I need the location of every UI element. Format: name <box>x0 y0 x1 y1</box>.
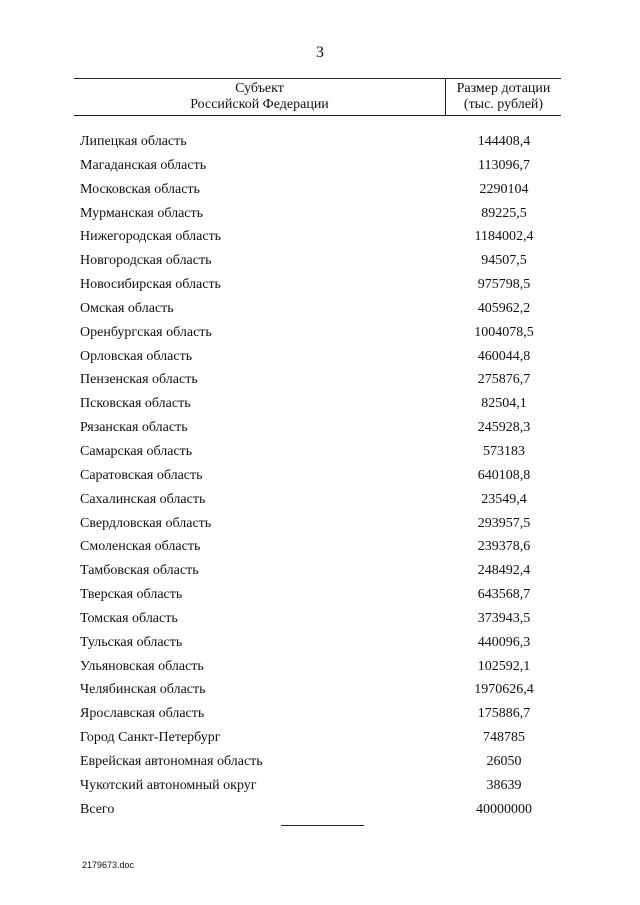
table-row <box>0 726 640 750</box>
table-row <box>0 631 640 655</box>
region-name: Сахалинская область <box>80 491 206 507</box>
region-name: Оренбургская область <box>80 324 212 340</box>
amount-header-line1: Размер дотации <box>456 81 551 96</box>
subsidy-amount: 643568,7 <box>477 587 531 603</box>
region-name: Ульяновская область <box>80 658 204 674</box>
table-row <box>0 702 640 726</box>
subsidy-amount: 245928,3 <box>477 420 531 436</box>
region-name: Томская область <box>80 610 178 626</box>
table-row <box>0 130 640 154</box>
subsidy-amount: 275876,7 <box>477 372 531 388</box>
region-name: Рязанская область <box>80 420 188 436</box>
amount-column-header <box>446 81 561 113</box>
closing-rule <box>281 825 364 826</box>
subsidy-amount: 26050 <box>486 753 522 769</box>
table-row <box>0 297 640 321</box>
table-row <box>0 607 640 631</box>
subsidy-amount: 40000000 <box>476 801 532 817</box>
subject-header-line2: Российской Федерации <box>190 97 329 112</box>
region-name: Всего <box>80 801 115 817</box>
subsidy-amount: 405962,2 <box>477 300 531 316</box>
table-row <box>0 368 640 392</box>
region-name: Новосибирская область <box>80 277 221 293</box>
subsidy-amount: 89225,5 <box>481 205 527 221</box>
subsidy-amount: 23549,4 <box>481 491 527 507</box>
subsidy-amount: 1970626,4 <box>474 682 534 698</box>
subsidy-amount: 102592,1 <box>477 658 531 674</box>
subject-column-header <box>74 81 445 113</box>
region-name: Свердловская область <box>80 515 212 531</box>
amount-header-line2: (тыс. рублей) <box>463 97 544 112</box>
table-row <box>0 249 640 273</box>
subsidy-amount: 1004078,5 <box>474 324 534 340</box>
subsidy-amount: 293957,5 <box>477 515 531 531</box>
table-row <box>0 321 640 345</box>
subsidy-amount: 640108,8 <box>477 467 531 483</box>
region-name: Город Санкт-Петербург <box>80 730 221 746</box>
subsidy-amount: 82504,1 <box>481 396 527 412</box>
subsidy-amount: 239378,6 <box>477 539 531 555</box>
region-name: Тамбовская область <box>80 563 199 579</box>
region-name: Псковская область <box>80 396 191 412</box>
subsidy-amount: 748785 <box>483 730 525 746</box>
table-row <box>0 154 640 178</box>
region-name: Тверская область <box>80 587 183 603</box>
table-row <box>0 750 640 774</box>
region-name: Мурманская область <box>80 205 204 221</box>
table-row <box>0 345 640 369</box>
subsidy-amount: 144408,4 <box>477 134 531 149</box>
table-row <box>0 392 640 416</box>
table-row <box>0 225 640 249</box>
footer-filename: 2179673.doc <box>82 860 135 870</box>
region-name: Ярославская область <box>80 706 205 722</box>
table-row <box>0 464 640 488</box>
table-row <box>0 774 640 798</box>
table-row <box>0 655 640 679</box>
table-row <box>0 678 640 702</box>
table-row <box>0 488 640 512</box>
region-name: Тульская область <box>80 634 183 650</box>
table-row <box>0 559 640 583</box>
subject-header-line1: Субъект <box>235 81 284 96</box>
table-row <box>0 440 640 464</box>
region-name: Московская область <box>80 181 200 197</box>
subsidy-amount: 373943,5 <box>477 610 531 626</box>
table-row <box>0 798 640 822</box>
subsidy-amount: 460044,8 <box>477 348 531 364</box>
table-row <box>0 512 640 536</box>
table-row <box>0 202 640 226</box>
region-name: Самарская область <box>80 443 193 459</box>
region-name: Саратовская область <box>80 467 203 483</box>
subsidy-amount: 1184002,4 <box>474 229 534 245</box>
subsidy-amount: 573183 <box>483 443 525 459</box>
region-name: Орловская область <box>80 348 193 364</box>
table-row <box>0 273 640 297</box>
page-number: 3 <box>316 44 324 61</box>
table-row <box>0 416 640 440</box>
region-name: Магаданская область <box>80 157 207 173</box>
region-name: Смоленская область <box>80 539 201 555</box>
table-header <box>74 78 561 116</box>
table-row <box>0 535 640 559</box>
subsidy-amount: 175886,7 <box>477 706 531 722</box>
subsidy-amount: 2290104 <box>479 181 529 197</box>
region-name: Челябинская область <box>80 682 206 698</box>
subsidy-amount: 248492,4 <box>477 563 531 579</box>
region-name: Нижегородская область <box>80 229 222 245</box>
region-name: Липецкая область <box>80 134 187 149</box>
subsidy-amount: 440096,3 <box>477 634 531 650</box>
subsidy-amount: 94507,5 <box>481 253 527 269</box>
subsidy-amount: 38639 <box>486 777 522 793</box>
table-row <box>0 178 640 202</box>
region-name: Чукотский автономный округ <box>80 777 257 793</box>
region-name: Новгородская область <box>80 253 212 269</box>
subsidy-amount: 113096,7 <box>478 157 530 173</box>
region-name: Пензенская область <box>80 372 198 388</box>
table-row <box>0 583 640 607</box>
table-body <box>0 130 640 821</box>
subsidy-amount: 975798,5 <box>477 277 531 293</box>
region-name: Омская область <box>80 300 174 316</box>
region-name: Еврейская автономная область <box>80 753 263 769</box>
